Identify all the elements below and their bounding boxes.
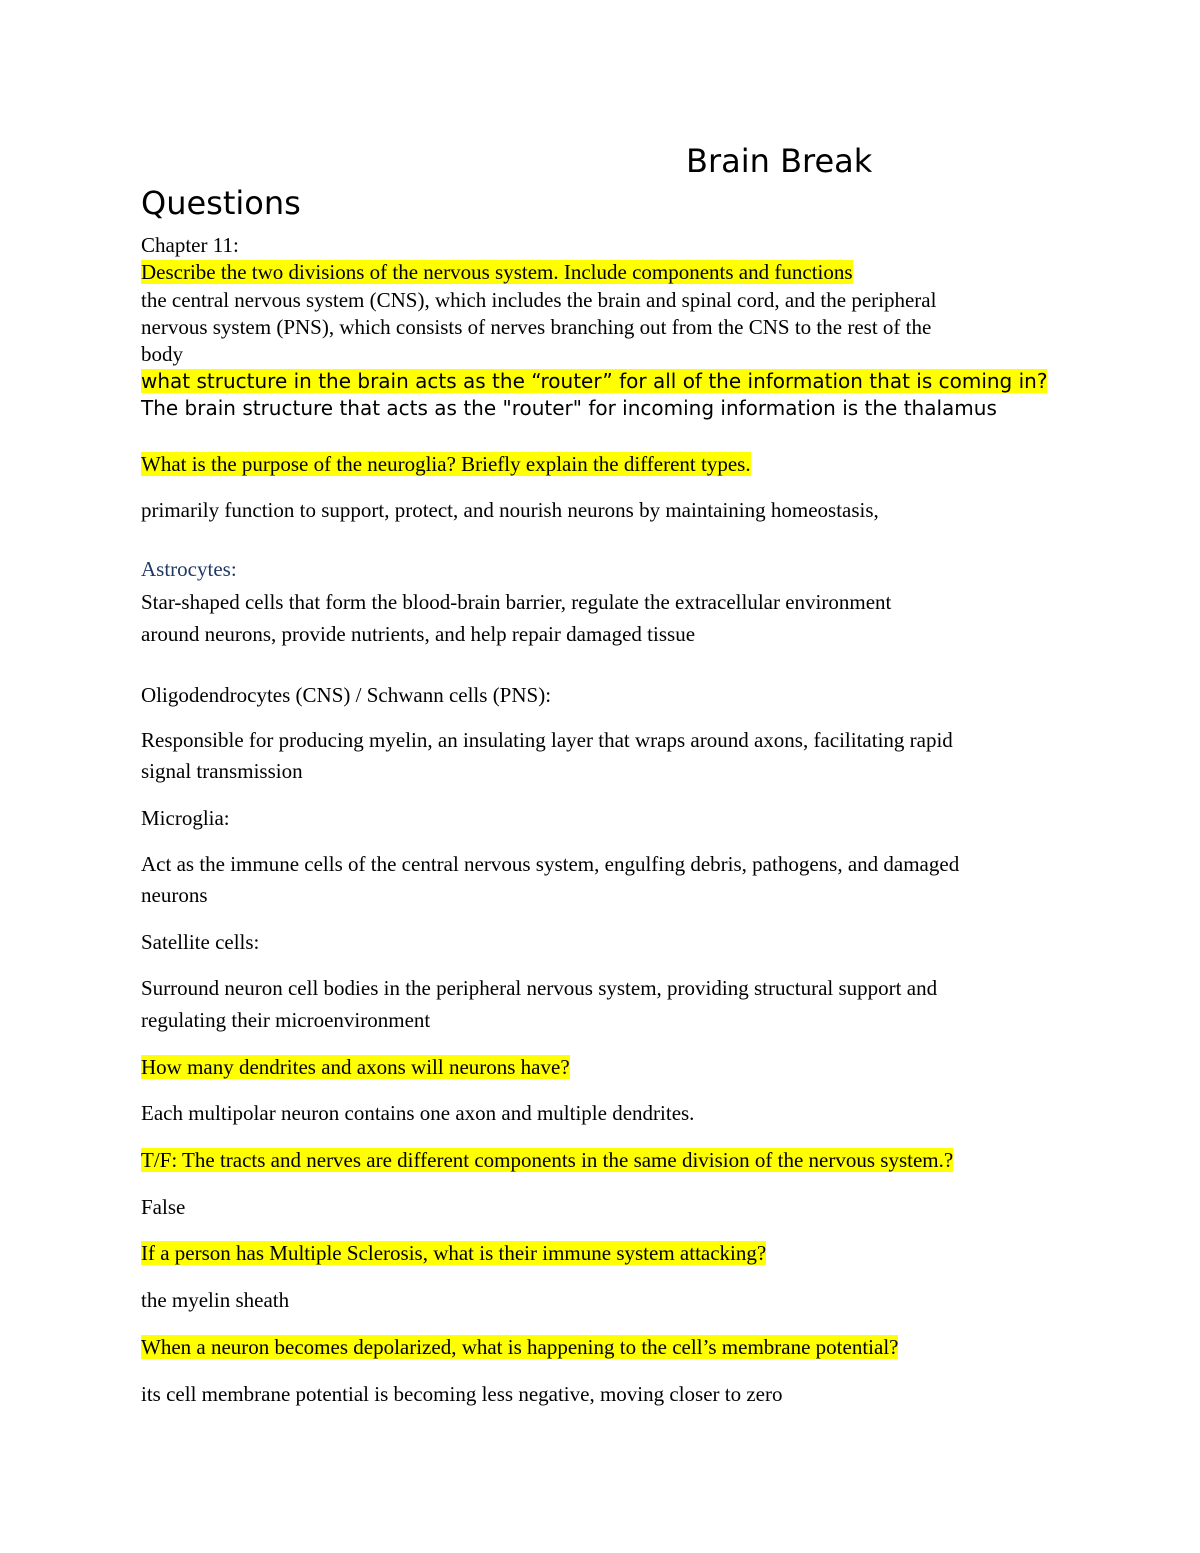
oligodendrocytes-line-2: signal transmission <box>141 759 303 783</box>
answer-1-line-1: the central nervous system (CNS), which includes the brain and spinal cord, and the peripheral <box>141 288 937 312</box>
satellite-line-1: Surround neuron cell bodies in the peripheral nervous system, providing structural support and <box>141 976 938 1000</box>
question-5 <box>141 1147 953 1173</box>
microglia-line-2: neurons <box>141 883 208 907</box>
astrocytes-line-2: around neurons, provide nutrients, and help repair damaged tissue <box>141 622 696 646</box>
page-title-part2: Questions <box>141 184 301 222</box>
question-6 <box>141 1240 766 1266</box>
answer-3: primarily function to support, protect, and nourish neurons by maintaining homeostasis, <box>141 498 879 522</box>
microglia-heading: Microglia: <box>141 806 230 830</box>
question-6-text: If a person has Multiple Sclerosis, what is their immune system attacking? <box>141 1241 767 1265</box>
answer-7: its cell membrane potential is becoming less negative, moving closer to zero <box>141 1382 783 1406</box>
question-4-text: How many dendrites and axons will neurons have? <box>141 1055 570 1079</box>
page-title-part1: Brain Break <box>686 142 873 180</box>
question-4 <box>141 1054 570 1080</box>
question-2 <box>141 368 1047 394</box>
satellite-line-2: regulating their microenvironment <box>141 1008 431 1032</box>
astrocytes-line-1: Star-shaped cells that form the blood-brain barrier, regulate the extracellular environment <box>141 590 892 614</box>
question-1-text: Describe the two divisions of the nervous system. Include components and functions <box>141 260 853 284</box>
question-3-text: What is the purpose of the neuroglia? Briefly explain the different types. <box>141 452 751 476</box>
answer-6: the myelin sheath <box>141 1288 290 1312</box>
satellite-heading: Satellite cells: <box>141 930 260 954</box>
question-1 <box>141 259 853 285</box>
question-2-text: what structure in the brain acts as the “router” for all of the information that is coming in? <box>141 369 1048 393</box>
oligodendrocytes-heading: Oligodendrocytes (CNS) / Schwann cells (PNS): <box>141 683 552 707</box>
question-3 <box>141 451 751 477</box>
answer-1-line-2: nervous system (PNS), which consists of nerves branching out from the CNS to the rest of the <box>141 315 932 339</box>
question-7-text: When a neuron becomes depolarized, what is happening to the cell’s membrane potential? <box>141 1335 899 1359</box>
answer-4: Each multipolar neuron contains one axon and multiple dendrites. <box>141 1101 695 1125</box>
answer-2: The brain structure that acts as the "router" for incoming information is the thalamus <box>141 396 997 420</box>
microglia-line-1: Act as the immune cells of the central nervous system, engulfing debris, pathogens, and damaged <box>141 852 960 876</box>
question-5-text: T/F: The tracts and nerves are different components in the same division of the nervous system.? <box>141 1148 954 1172</box>
astrocytes-heading: Astrocytes: <box>141 557 237 581</box>
oligodendrocytes-line-1: Responsible for producing myelin, an insulating layer that wraps around axons, facilitating rapid <box>141 728 953 752</box>
chapter-label: Chapter 11: <box>141 233 239 257</box>
answer-1-line-3: body <box>141 342 183 366</box>
question-7 <box>141 1334 898 1360</box>
answer-5: False <box>141 1195 186 1219</box>
